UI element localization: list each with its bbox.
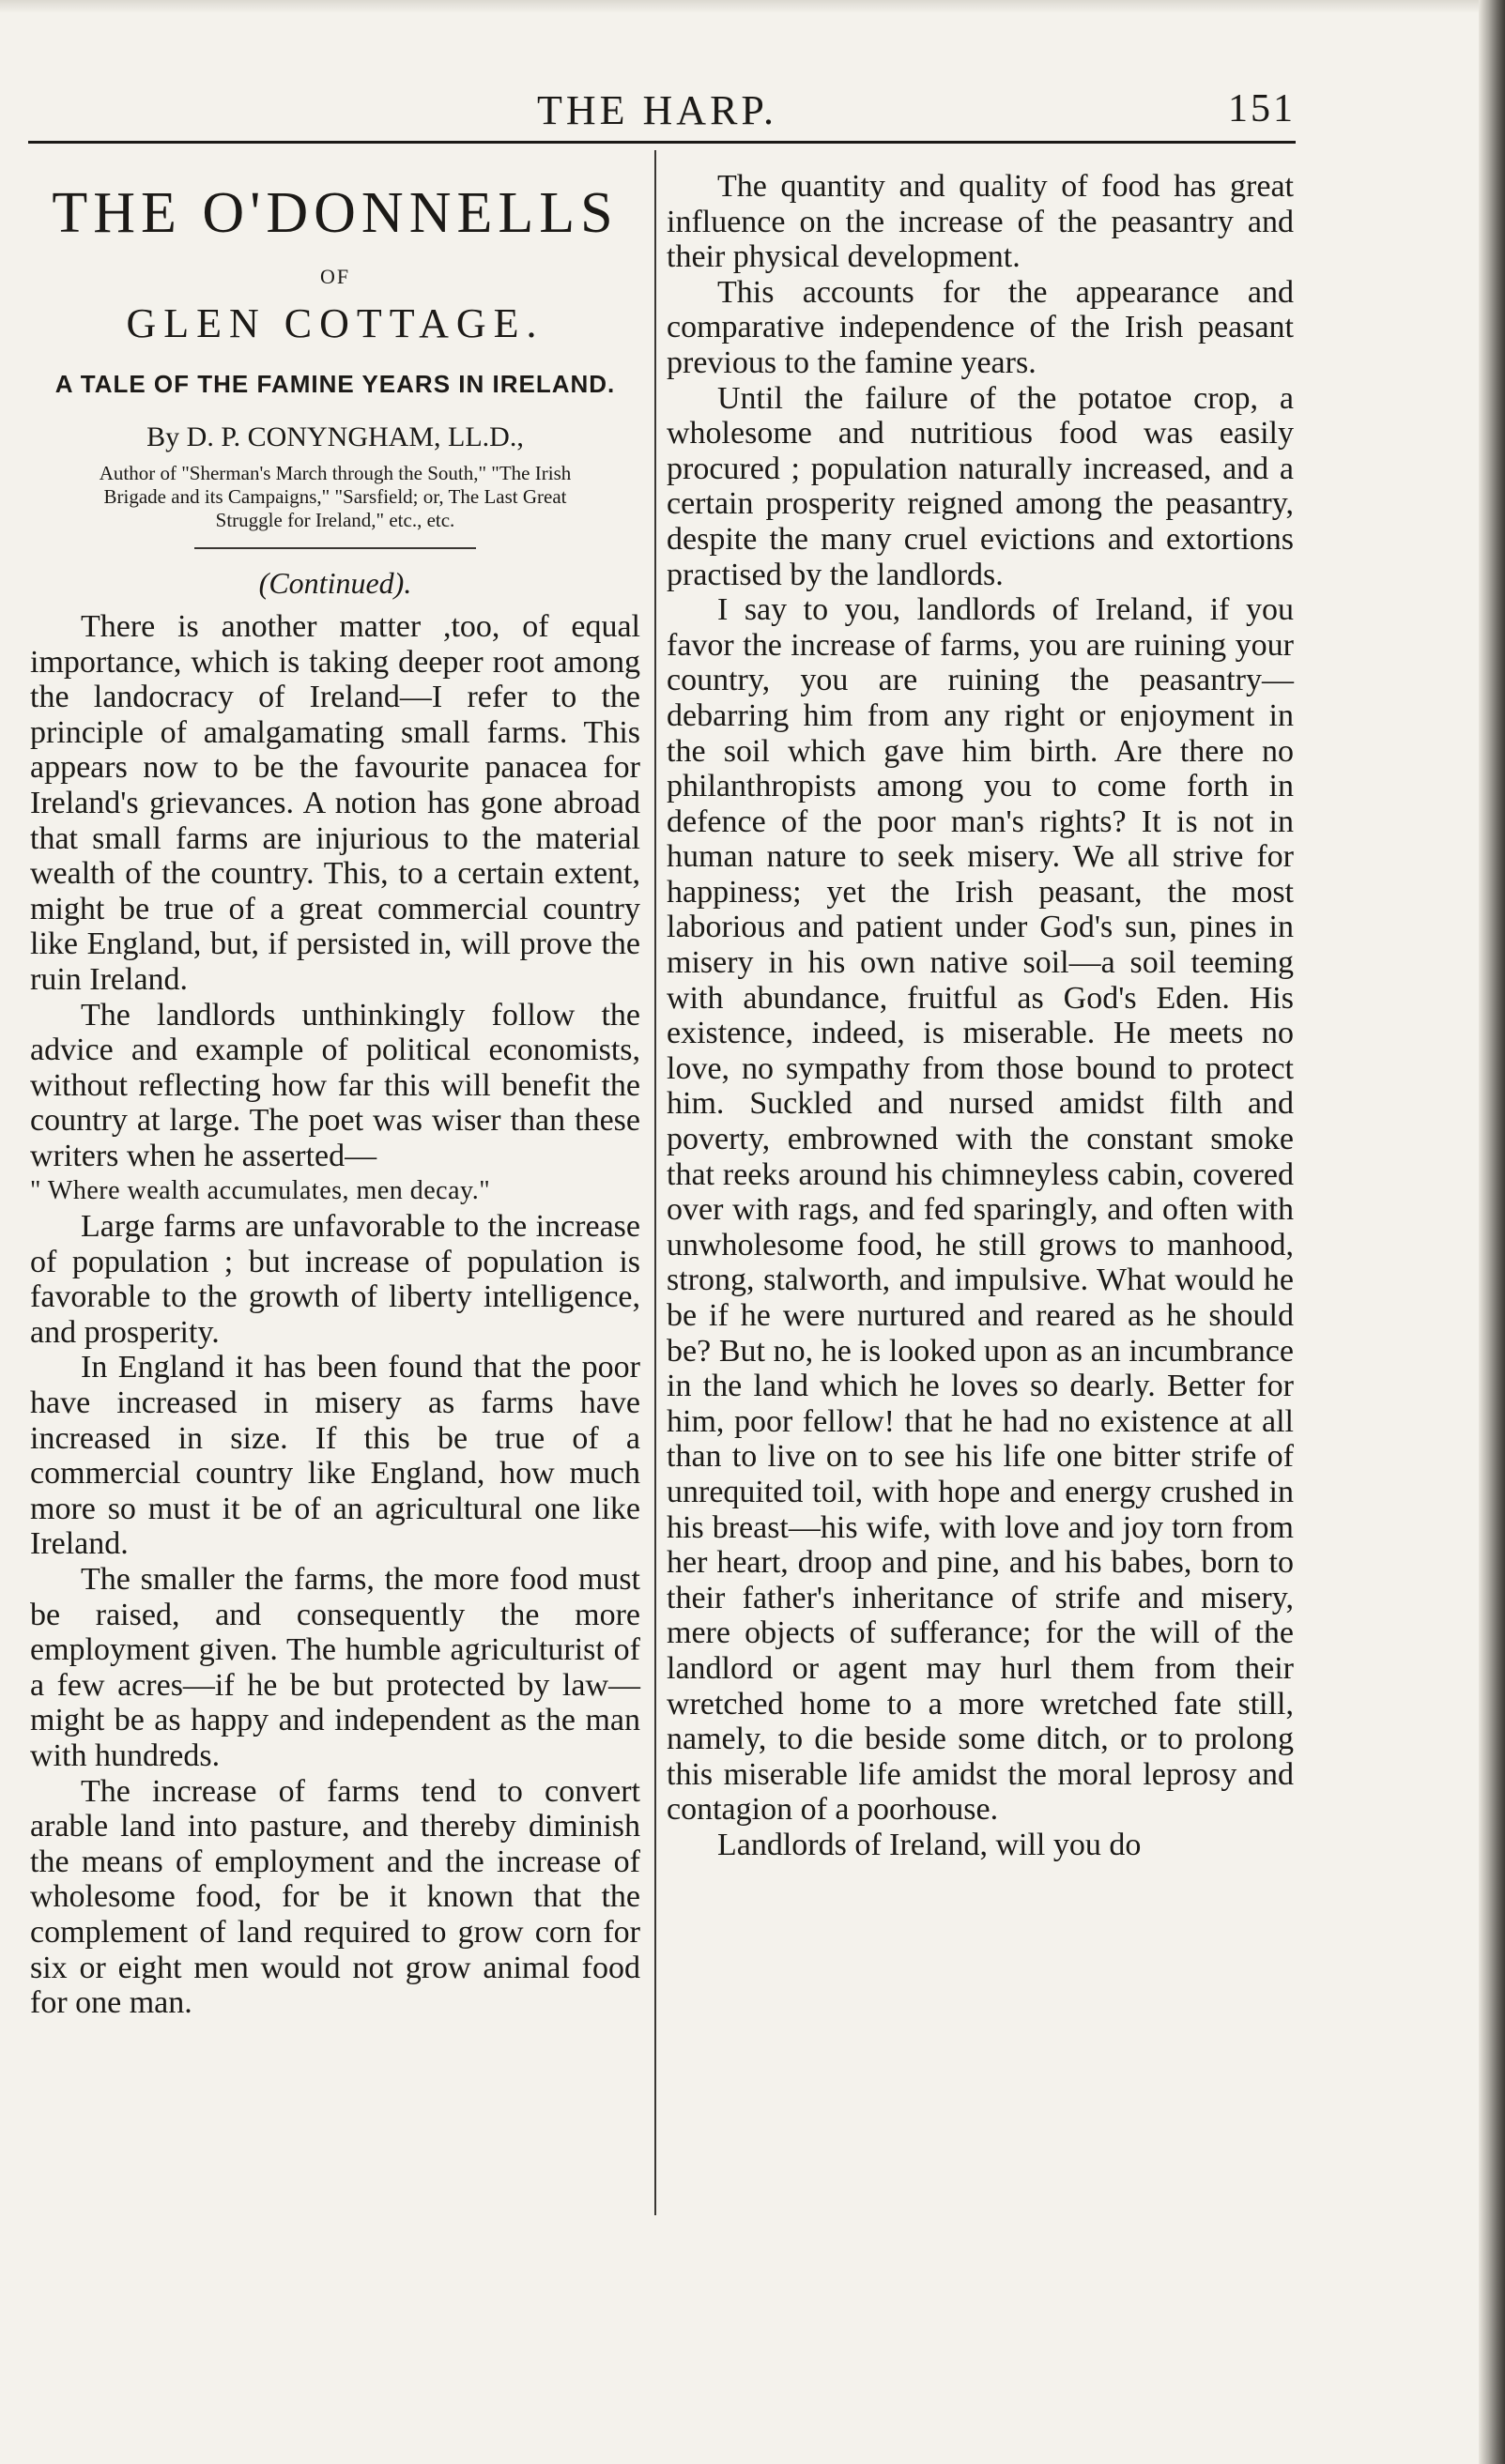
author-credits: Author of "Sherman's March through the South," "The Irish Brigade and its Campaigns," "Sarsfield; or, The Last Great Struggle for Ireland," etc., etc.: [99, 462, 572, 532]
article-tagline: A TALE OF THE FAMINE YEARS IN IRELAND.: [54, 370, 616, 399]
paragraph: There is another matter ,too, of equal importance, which is taking deeper root among the landocracy of Ireland—I refer to the principle of amalgamating small farms. This appears now to be the favourite panacea for Ireland's grievances. A notion has gone abroad that small farms are injurious to the material wealth of the country. This, to a certain extent, might be true of a great commercial country like England, but, if persisted in, will prove the ruin Ireland.: [30, 608, 640, 997]
paragraph: In England it has been found that the poor have increased in misery as farms have increased in size. If this be true of a commercial country like England, how much more so must it be of an agricultural one like Ireland.: [30, 1350, 640, 1562]
paragraph: Large farms are unfavorable to the increase of population ; but increase of population is favorable to the growth of liberty intelligence, and prosperity.: [30, 1209, 640, 1350]
paragraph: The increase of farms tend to convert arable land into pasture, and thereby diminish the means of employment and the increase of wholesome food, for be it known that the complement of land required to grow corn for six or eight men would not grow animal food for one man.: [30, 1773, 640, 2021]
column-divider: [654, 150, 656, 2215]
paragraph: The landlords unthinkingly follow the advice and example of political economists, without reflecting how far this will benefit the country at large. The poet was wiser than these writers when he asserted—: [30, 997, 640, 1173]
paragraph: This accounts for the appearance and comparative independence of the Irish peasant previous to the famine years.: [667, 274, 1294, 380]
article-of: OF: [319, 265, 351, 288]
page-number: 151: [1228, 87, 1296, 130]
right-column: [667, 169, 1294, 1863]
page-edge-top: [0, 0, 1505, 13]
byline: By D. P. CONYNGHAM, LL.D.,: [146, 421, 524, 452]
continued-label: (Continued).: [258, 566, 412, 601]
running-title: THE HARP.: [536, 87, 778, 133]
paragraph: The smaller the farms, the more food must be raised, and consequently the more employment given. The humble agriculturist of a few acres—if he be but protected by law—might be as happy and independent as the man with hundreds.: [30, 1562, 640, 1773]
running-head: [28, 86, 1296, 139]
paragraph: Landlords of Ireland, will you do: [717, 1827, 1142, 1862]
quotation: " Where wealth accumulates, men decay.": [30, 1176, 491, 1206]
separator-rule: [194, 547, 476, 549]
paragraph: Until the failure of the potatoe crop, a wholesome and nutritious food was easily procured ; population naturally increased, and a certain prosperity reigned among the peasantry, despite the many cruel evictions and extortions practised by the landlords.: [667, 380, 1294, 592]
header-rule: [28, 141, 1296, 144]
paragraph: I say to you, landlords of Ireland, if you favor the increase of farms, you are ruining your country, you are ruining the peasantry—debarring him from any right or enjoyment in the soil which gave him birth. Are there no philanthropists among you to come forth in defence of the poor man's rights? It is not in human nature to seek misery. We all strive for happiness; yet the Irish peasant, the most laborious and patient under God's sun, pines in misery in his own native soil—a soil teeming with abundance, fruitful as God's Eden. His existence, indeed, is miserable. He meets no love, no sympathy from those bound to protect him. Suckled and nursed amidst filth and poverty, embrowned with the constant smoke that reeks around his chimneyless cabin, covered over with rags, and fed sparingly, and often with unwholesome food, he still grows to manhood, strong, stalworth, and impulsive. What would he be if he were nurtured and reared as he should be? But no, he is looked upon as an incumbrance in the land which he loves so dearly. Better for him, poor fellow! that he had no existence at all than to live on to see his life one bitter strife of unrequited toil, with hope and energy crushed in his breast—his wife, with love and joy torn from her heart, droop and pine, and his babes, born to their father's inheritance of strife and misery, mere objects of sufferance; for the will of the landlord or agent may hurl them from their wretched home to a more wretched fate still, namely, to die beside some ditch, or to prolong this miserable life amidst the moral leprosy and contagion of a poorhouse.: [667, 592, 1294, 1828]
left-column: [30, 169, 640, 2021]
article-title: THE O'DONNELLS: [52, 181, 619, 245]
page-edge-right: [1479, 0, 1505, 2464]
article-subtitle: GLEN COTTAGE.: [126, 299, 545, 346]
paragraph: The quantity and quality of food has great influence on the increase of the peasantry and their physical development.: [667, 169, 1294, 275]
